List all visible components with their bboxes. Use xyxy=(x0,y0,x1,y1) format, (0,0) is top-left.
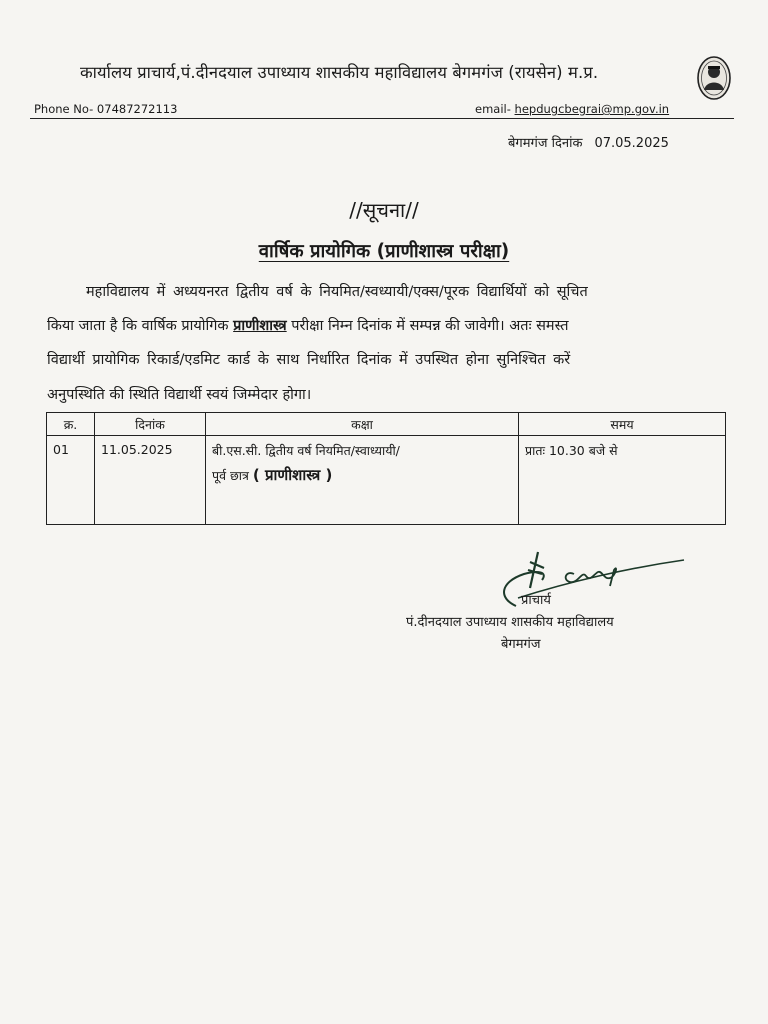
header-time: समय xyxy=(519,413,726,436)
header-class: कक्षा xyxy=(206,413,519,436)
date-label: बेगमगंज दिनांक xyxy=(508,136,583,151)
cell-date: 11.05.2025 xyxy=(95,436,206,525)
cell-serial: 01 xyxy=(47,436,95,525)
cell-time: प्रातः 10.30 बजे से xyxy=(519,436,726,525)
email-link[interactable]: hepdugcbegrai@mp.gov.in xyxy=(514,102,670,116)
class-line-2-pre: पूर्व छात्र xyxy=(212,468,253,483)
phone-number: Phone No- 07487272113 xyxy=(34,102,178,116)
notice-subject xyxy=(0,238,768,263)
body-subject-emphasis: प्राणीशास्त्र xyxy=(233,318,287,334)
header-serial: क्र. xyxy=(47,413,95,436)
class-line-2 xyxy=(212,465,332,485)
email-block xyxy=(475,102,669,116)
signatory-institution: पं.दीनदयाल उपाध्याय शासकीय महाविद्यालय xyxy=(406,615,614,630)
email-label: email- xyxy=(475,102,511,116)
table-header-row xyxy=(47,413,726,436)
portrait-seal-icon xyxy=(697,56,731,100)
body-line-2 xyxy=(47,315,734,335)
table-row xyxy=(47,436,726,525)
body-line-2-pre: किया जाता है कि वार्षिक प्रायोगिक xyxy=(47,318,234,334)
header-divider xyxy=(30,118,734,119)
body-line-3: विद्यार्थी प्रायोगिक रिकार्ड/एडमिट कार्ड के साथ निर्धारित दिनांक में उपस्थित होना सुनिश्चित करें xyxy=(47,352,571,368)
body-line-4: अनुपस्थिति की स्थिति विद्यार्थी स्वयं जिम्मेदार होगा। xyxy=(47,387,312,403)
office-title: कार्यालय प्राचार्य,पं.दीनदयाल उपाध्याय शासकीय महाविद्यालय बेगमगंज (रायसेन) म.प्र. xyxy=(80,63,599,82)
cell-class xyxy=(206,436,519,525)
date-line xyxy=(508,133,669,151)
schedule-table xyxy=(46,412,726,525)
signatory-place: बेगमगंज xyxy=(501,637,541,652)
body-line-2-post: परीक्षा निम्न दिनांक में सम्पन्न की जावेगी। अतः समस्त xyxy=(286,318,569,334)
body-line-1: महाविद्यालय में अध्ययनरत द्वितीय वर्ष के नियमित/स्वध्यायी/एक्स/पूरक विद्यार्थियों को सूचित xyxy=(86,284,588,300)
subject-text: वार्षिक प्रायोगिक (प्राणीशास्त्र परीक्षा) xyxy=(258,241,510,262)
header-date: दिनांक xyxy=(95,413,206,436)
class-line-1: बी.एस.सी. द्वितीय वर्ष नियमित/स्वाध्यायी/ xyxy=(212,443,400,458)
class-subject: ( प्राणीशास्त्र ) xyxy=(252,466,333,484)
signatory-title: प्राचार्य xyxy=(521,593,551,608)
contact-row xyxy=(34,102,734,118)
signature-block xyxy=(406,590,706,656)
date-value: 07.05.2025 xyxy=(594,136,669,151)
notice-heading: //सूचना// xyxy=(349,198,419,222)
